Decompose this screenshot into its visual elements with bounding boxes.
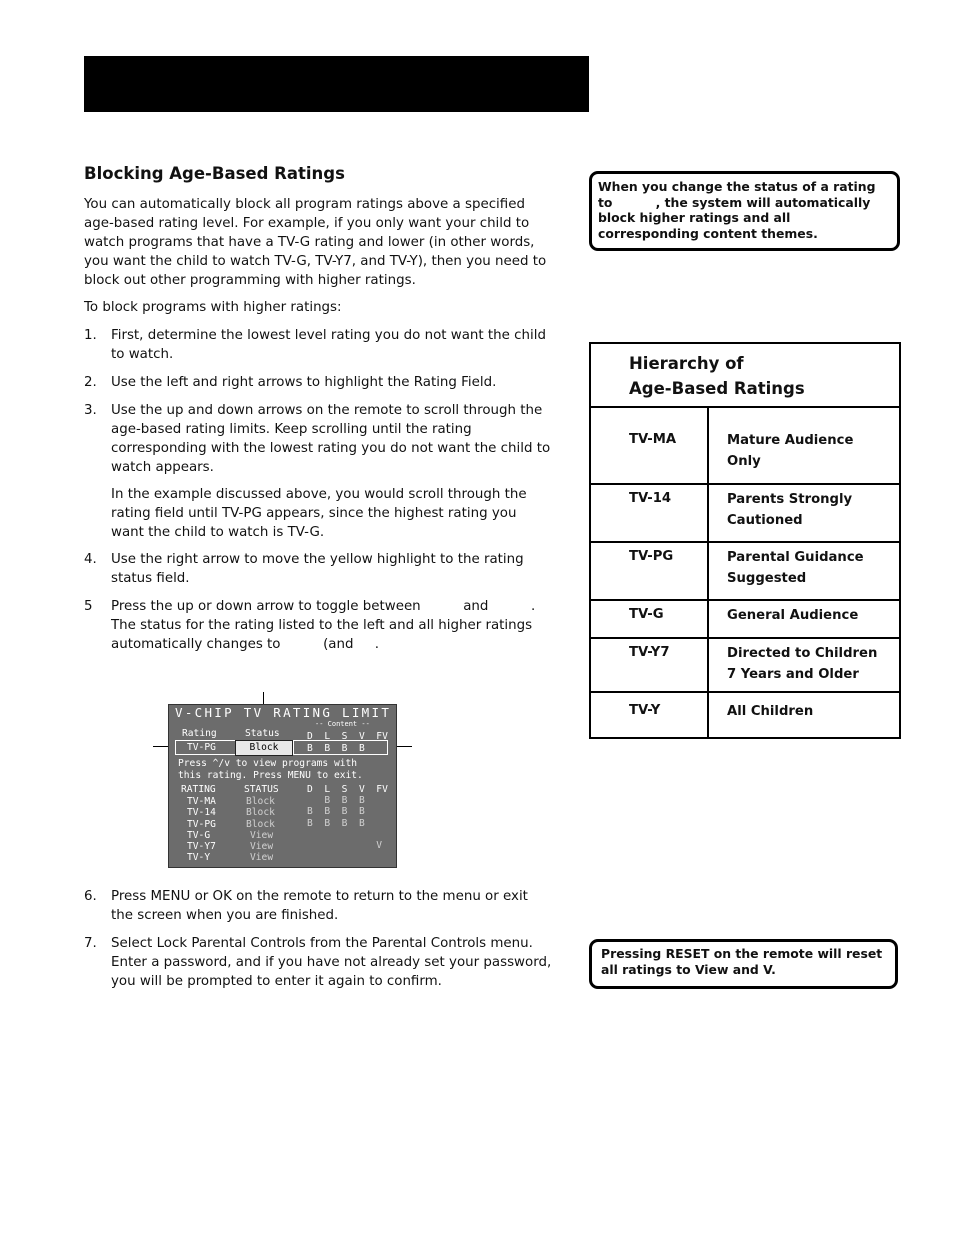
rating-code: TV-Y xyxy=(591,693,709,737)
screen-title: V-CHIP TV RATING LIMIT xyxy=(175,705,392,720)
rating-column-label: Rating xyxy=(182,728,217,739)
step-3-example: In the example discussed above, you would scroll through the rating field until TV-PG appears, since the highest rating you want the child to watch is TV-G. xyxy=(111,487,527,540)
note-box-top xyxy=(589,171,900,251)
hierarchy-row-tv-g xyxy=(591,601,899,639)
description-line-1: All Children xyxy=(727,704,814,719)
rating-description xyxy=(709,693,899,737)
step-text: Select Lock Parental Controls from the Parental Controls menu. Enter a password, and if you have not already set your password, you will be prompted to enter it again to confirm. xyxy=(111,936,552,989)
rating-code: TV-G xyxy=(591,601,709,637)
step-5 xyxy=(84,597,554,654)
rating-code: TV-MA xyxy=(591,408,709,483)
status-column-label: Status xyxy=(245,728,280,739)
rating-description xyxy=(709,485,899,541)
step-text: Press MENU or OK on the remote to return to the menu or exit the screen when you are finished. xyxy=(111,889,528,923)
list-content: B B B B xyxy=(307,818,365,829)
step-text: Use the right arrow to move the yellow highlight to the rating status field. xyxy=(111,552,524,586)
step-number: 4. xyxy=(84,552,97,567)
list-status: Block xyxy=(246,807,275,818)
note-text: When you change the status of a rating to , the system will automatically block higher ratings and all corresponding content themes. xyxy=(598,179,880,241)
step-text: First, determine the lowest level rating you do not want the child to watch. xyxy=(111,328,546,362)
content-field-value: B B B B xyxy=(307,743,365,754)
rating-description xyxy=(709,543,899,599)
intro-paragraph: You can automatically block all program ratings above a specified age-based rating level. For example, if you only want your child to watch programs that have a TV-G rating and lower (in other words, you want the child to watch TV-G, TV-Y7, and TV-Y), then you need to block out other programming with higher ratings. xyxy=(84,197,547,288)
step-number: 2. xyxy=(84,375,97,390)
hierarchy-row-tv-ma xyxy=(591,408,899,485)
list-content: B B B xyxy=(307,795,365,806)
step-number: 5 xyxy=(84,599,93,614)
step-3 xyxy=(84,401,554,477)
hierarchy-row-tv-pg xyxy=(591,543,899,601)
hierarchy-title xyxy=(591,344,899,408)
note-box-bottom xyxy=(589,939,898,989)
rating-field-value: TV-PG xyxy=(187,742,216,753)
content-label: -- Content -- xyxy=(315,720,370,728)
list-rating: TV-PG xyxy=(187,819,216,830)
description-line-2: Suggested xyxy=(727,571,807,586)
list-status: View xyxy=(250,830,274,841)
hierarchy-row-tv-y xyxy=(591,693,899,737)
step-number: 3. xyxy=(84,403,97,418)
list-header-rating: RATING xyxy=(181,784,216,795)
content-columns-label: D L S V FV xyxy=(307,731,388,742)
list-status: Block xyxy=(246,819,275,830)
list-status: Block xyxy=(246,796,275,807)
description-line-2: Only xyxy=(727,454,761,469)
list-rating: TV-MA xyxy=(187,796,216,807)
step-text: Use the up and down arrows on the remote to scroll through the age-based rating limits. Keep scrolling until the rating corresponding with the lowest rating you do not want the child to watch appears. xyxy=(111,403,551,475)
hierarchy-table xyxy=(589,342,901,739)
description-line-1: Parents Strongly xyxy=(727,492,853,507)
description-line-2: Cautioned xyxy=(727,513,803,528)
step-2 xyxy=(84,373,554,392)
rating-code: TV-14 xyxy=(591,485,709,541)
step-1 xyxy=(84,326,554,364)
description-line-1: Parental Guidance xyxy=(727,550,864,565)
step-7 xyxy=(84,934,554,991)
step-6 xyxy=(84,887,554,925)
hierarchy-title-line-1: Hierarchy of xyxy=(629,354,744,373)
list-rating: TV-14 xyxy=(187,807,216,818)
hierarchy-row-tv-y7 xyxy=(591,639,899,693)
note-text: Pressing RESET on the remote will reset all ratings to View and V. xyxy=(601,946,883,977)
step-4 xyxy=(84,550,554,588)
list-rating: TV-Y xyxy=(187,852,211,863)
rating-code: TV-PG xyxy=(591,543,709,599)
chapter-header-bar xyxy=(84,56,589,112)
lead-in-text: To block programs with higher ratings: xyxy=(84,300,342,315)
step-number: 7. xyxy=(84,936,97,951)
description-line-1: Mature Audience xyxy=(727,433,854,448)
hierarchy-title-line-2: Age-Based Ratings xyxy=(629,379,805,398)
step-number: 1. xyxy=(84,328,97,343)
list-status: View xyxy=(250,841,274,852)
step-text: Press the up or down arrow to toggle between and . The status for the rating listed to the left and all higher ratings automatically changes to (and . xyxy=(111,599,540,652)
step-text: Use the left and right arrows to highlight the Rating Field. xyxy=(111,375,497,390)
description-line-1: General Audience xyxy=(727,608,859,623)
list-content: V xyxy=(307,840,383,851)
rating-description xyxy=(709,408,899,483)
list-rating: TV-G xyxy=(187,830,211,841)
list-status: View xyxy=(250,852,274,863)
step-number: 6. xyxy=(84,889,97,904)
help-line-2: this rating. Press MENU to exit. xyxy=(178,770,363,781)
rating-description xyxy=(709,639,899,691)
list-rating: TV-Y7 xyxy=(187,841,216,852)
status-field[interactable]: Block xyxy=(235,740,293,756)
help-line-1: Press ^/v to view programs with xyxy=(178,758,358,769)
section-title: Blocking Age-Based Ratings xyxy=(84,164,345,183)
description-line-1: Directed to Children xyxy=(727,646,878,661)
list-content: B B B B xyxy=(307,806,365,817)
list-header-content: D L S V FV xyxy=(307,784,388,795)
description-line-2: 7 Years and Older xyxy=(727,667,859,682)
rating-code: TV-Y7 xyxy=(591,639,709,691)
rating-description xyxy=(709,601,899,637)
vchip-screen xyxy=(168,704,397,868)
list-header-status: STATUS xyxy=(244,784,279,795)
hierarchy-row-tv-14 xyxy=(591,485,899,543)
